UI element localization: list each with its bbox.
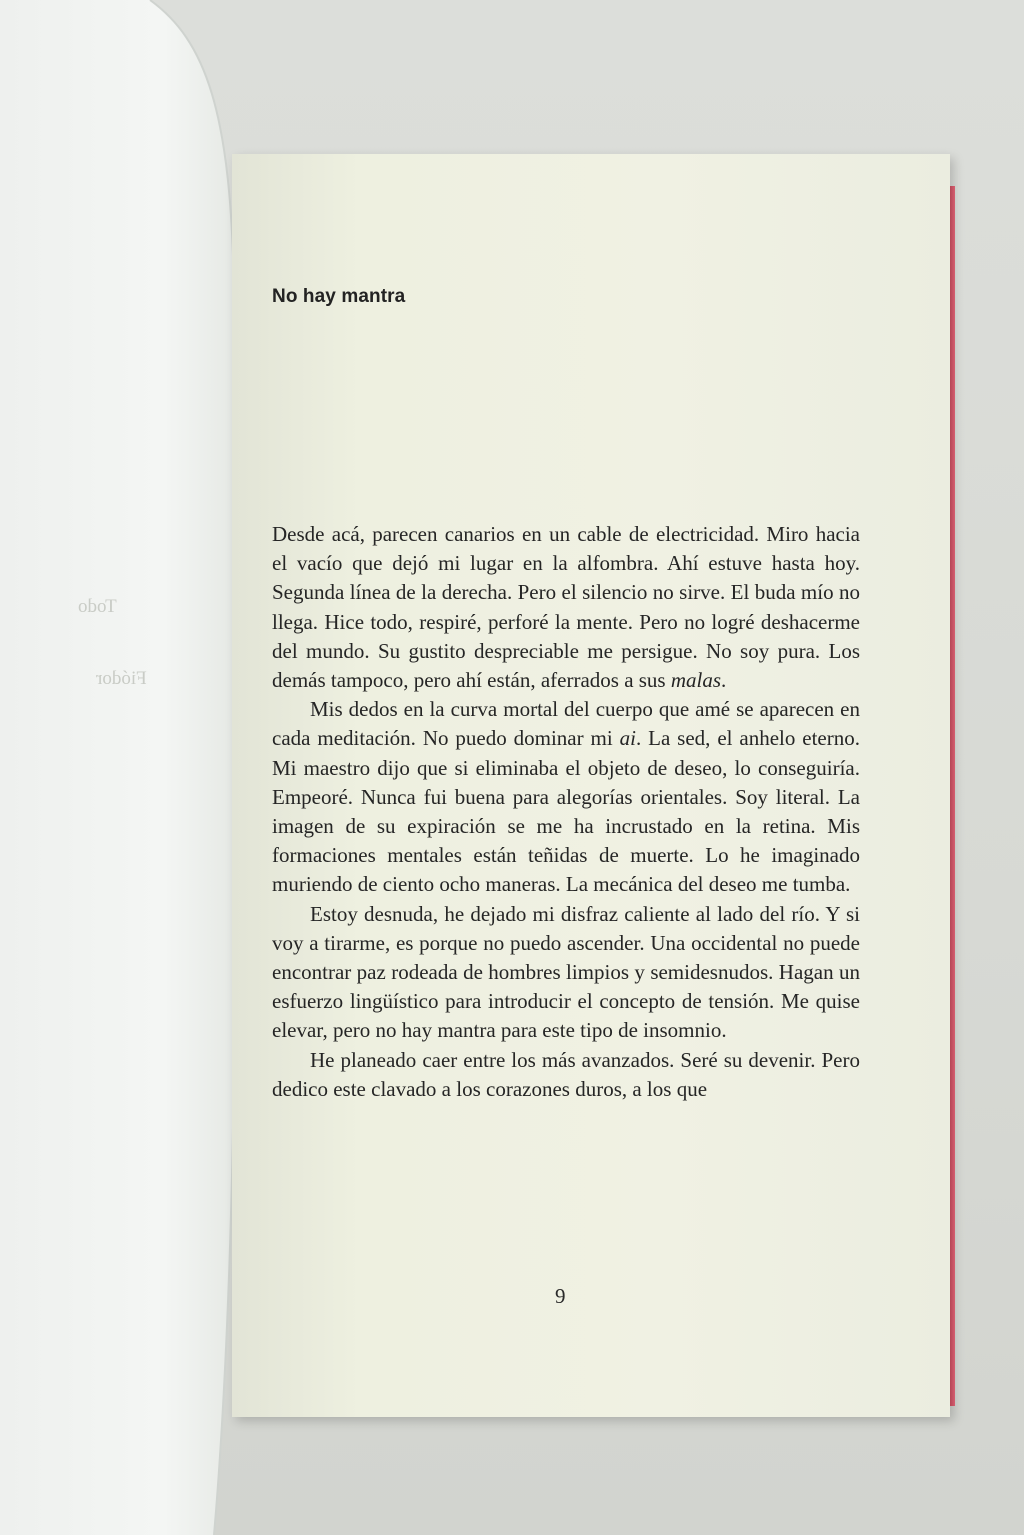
page-number: 9 (555, 1284, 566, 1308)
left-page-curve (0, 0, 240, 1535)
left-page (0, 0, 240, 1535)
chapter-title: No hay mantra (272, 286, 406, 307)
bleed-through-text: Todo (78, 596, 117, 617)
text-run: . La sed, el anhelo eterno. Mi maestro dijo que si eliminaba el objeto de deseo, lo conseguiría. Empeoré. Nunca fui buena para alegorías orientales. Soy literal. La imagen de su expiración se me ha incrustado en la retina. Mis formaciones mentales están teñidas de muerte. Lo he imaginado muriendo de ciento ocho maneras. La mecánica del deseo me tumba. (272, 726, 860, 897)
body-text (272, 520, 860, 1104)
text-run: Mis dedos en la curva mortal del cuerpo que amé se aparecen en cada meditación. No puedo dominar mi (272, 697, 860, 751)
paragraph (272, 900, 860, 1046)
italic-word: ai (619, 726, 636, 751)
paragraph (272, 520, 860, 695)
text-run: Desde acá, parecen canarios en un cable de electricidad. Miro hacia el vacío que dejó mi lugar en la alfombra. Ahí estuve hasta hoy. Segunda línea de la derecha. Pero el silencio no sirve. El buda mío no llega. Hice todo, respiré, perforé la mente. Pero no logré deshacerme del mundo. Su gustito despreciable me persigue. No soy pura. Los demás tampoco, pero ahí están, aferrados a sus (272, 522, 860, 693)
bleed-through-text: Fiódor (96, 668, 147, 689)
text-run: . (721, 668, 727, 693)
italic-word: malas (670, 668, 722, 693)
paragraph (272, 695, 860, 899)
text-run: Estoy desnuda, he dejado mi disfraz caliente al lado del río. Y si voy a tirarme, es porque no puedo ascender. Una occidental no puede encontrar paz rodeada de hombres limpios y semidesnudos. Hagan un esfuerzo lingüístico para introducir el concepto de tensión. Me quise elevar, pero no hay mantra para este tipo de insomnio. (272, 901, 860, 1043)
paragraph (272, 1046, 860, 1104)
text-run: He planeado caer entre los más avanzados. Seré su devenir. Pero dedico este clavado a los corazones duros, a los que (272, 1047, 860, 1101)
